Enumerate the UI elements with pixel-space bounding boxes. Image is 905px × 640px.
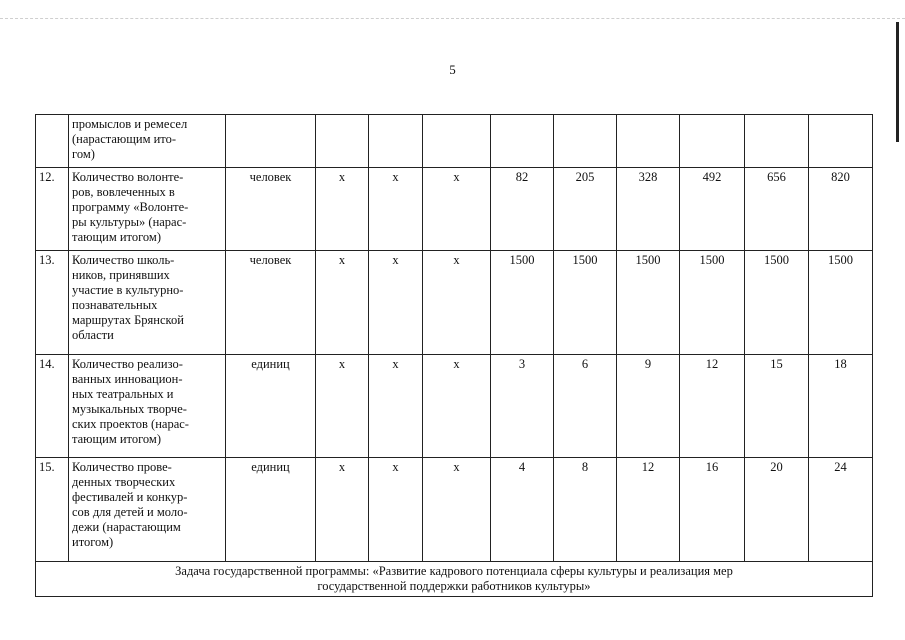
value-cell: 82 <box>491 168 554 251</box>
name-line: ров, вовлеченных в <box>72 185 175 199</box>
row-number-cell: 15. <box>36 458 69 562</box>
value-cell <box>491 115 554 168</box>
name-line: Количество прове- <box>72 460 172 474</box>
name-line: ры культуры» (нарас- <box>72 215 187 229</box>
value-cell: 1500 <box>809 251 873 355</box>
task-line: Задача государственной программы: «Развитие кадрового потенциала сферы культуры и реализация мер <box>175 564 733 578</box>
name-line: маршрутах Брянской <box>72 313 184 327</box>
name-line: тающим итогом) <box>72 230 161 244</box>
unit-cell: единиц <box>226 355 316 458</box>
indicator-name-cell <box>69 168 226 251</box>
value-cell: х <box>369 168 423 251</box>
name-line: ванных инновацион- <box>72 372 183 386</box>
unit-cell: единиц <box>226 458 316 562</box>
name-line: (нарастающим ито- <box>72 132 176 146</box>
value-cell: 9 <box>617 355 680 458</box>
value-cell: 656 <box>745 168 809 251</box>
name-line: денных творческих <box>72 475 176 489</box>
unit-cell <box>226 115 316 168</box>
value-cell: 16 <box>680 458 745 562</box>
page-number: 5 <box>449 62 456 77</box>
name-line: музыкальных творче- <box>72 402 187 416</box>
value-cell: 1500 <box>491 251 554 355</box>
value-cell: 18 <box>809 355 873 458</box>
name-line: Количество школь- <box>72 253 175 267</box>
table-row <box>36 458 873 562</box>
row-number-cell: 14. <box>36 355 69 458</box>
value-cell: 6 <box>554 355 617 458</box>
value-cell: 12 <box>680 355 745 458</box>
value-cell: 3 <box>491 355 554 458</box>
indicator-name-cell <box>69 115 226 168</box>
value-cell <box>617 115 680 168</box>
value-cell: х <box>369 458 423 562</box>
name-line: итогом) <box>72 535 114 549</box>
value-cell: 15 <box>745 355 809 458</box>
value-cell <box>316 115 369 168</box>
row-number-cell: 13. <box>36 251 69 355</box>
value-cell: х <box>423 168 491 251</box>
value-cell: х <box>423 458 491 562</box>
row-number-cell: 12. <box>36 168 69 251</box>
value-cell: х <box>423 355 491 458</box>
row-number-cell <box>36 115 69 168</box>
value-cell: 12 <box>617 458 680 562</box>
scan-artifact-line <box>0 18 905 19</box>
name-line: промыслов и ремесел <box>72 117 188 131</box>
value-cell: 1500 <box>680 251 745 355</box>
value-cell <box>369 115 423 168</box>
unit-cell: человек <box>226 168 316 251</box>
value-cell <box>809 115 873 168</box>
name-line: тающим итогом) <box>72 432 161 446</box>
program-task-cell <box>36 562 873 597</box>
unit-cell: человек <box>226 251 316 355</box>
value-cell: 492 <box>680 168 745 251</box>
value-cell: 4 <box>491 458 554 562</box>
name-line: ников, принявших <box>72 268 170 282</box>
name-line: области <box>72 328 114 342</box>
table-row <box>36 251 873 355</box>
value-cell: х <box>316 355 369 458</box>
name-line: фестивалей и конкур- <box>72 490 188 504</box>
indicator-name-cell <box>69 458 226 562</box>
value-cell: 8 <box>554 458 617 562</box>
scan-edge-mark <box>896 22 899 142</box>
name-line: дежи (нарастающим <box>72 520 181 534</box>
value-cell: 1500 <box>745 251 809 355</box>
value-cell: х <box>316 168 369 251</box>
value-cell: 1500 <box>617 251 680 355</box>
name-line: ных театральных и <box>72 387 174 401</box>
indicator-name-cell <box>69 251 226 355</box>
value-cell: 24 <box>809 458 873 562</box>
table-row <box>36 168 873 251</box>
value-cell: 820 <box>809 168 873 251</box>
value-cell: х <box>316 251 369 355</box>
value-cell: х <box>369 251 423 355</box>
name-line: Количество реализо- <box>72 357 183 371</box>
value-cell: х <box>369 355 423 458</box>
value-cell: х <box>423 251 491 355</box>
name-line: ских проектов (нарас- <box>72 417 189 431</box>
value-cell: 328 <box>617 168 680 251</box>
value-cell: х <box>316 458 369 562</box>
value-cell <box>680 115 745 168</box>
value-cell: 205 <box>554 168 617 251</box>
name-line: Количество волонте- <box>72 170 184 184</box>
value-cell: 20 <box>745 458 809 562</box>
name-line: программу «Волонте- <box>72 200 189 214</box>
value-cell <box>423 115 491 168</box>
indicator-name-cell <box>69 355 226 458</box>
table-row-continued <box>36 115 873 168</box>
table-row <box>36 355 873 458</box>
task-row <box>36 562 873 597</box>
indicators-table <box>35 114 873 597</box>
name-line: познавательных <box>72 298 158 312</box>
value-cell <box>745 115 809 168</box>
name-line: сов для детей и моло- <box>72 505 188 519</box>
name-line: гом) <box>72 147 95 161</box>
task-line: государственной поддержки работников культуры» <box>317 579 591 593</box>
value-cell <box>554 115 617 168</box>
value-cell: 1500 <box>554 251 617 355</box>
name-line: участие в культурно- <box>72 283 184 297</box>
